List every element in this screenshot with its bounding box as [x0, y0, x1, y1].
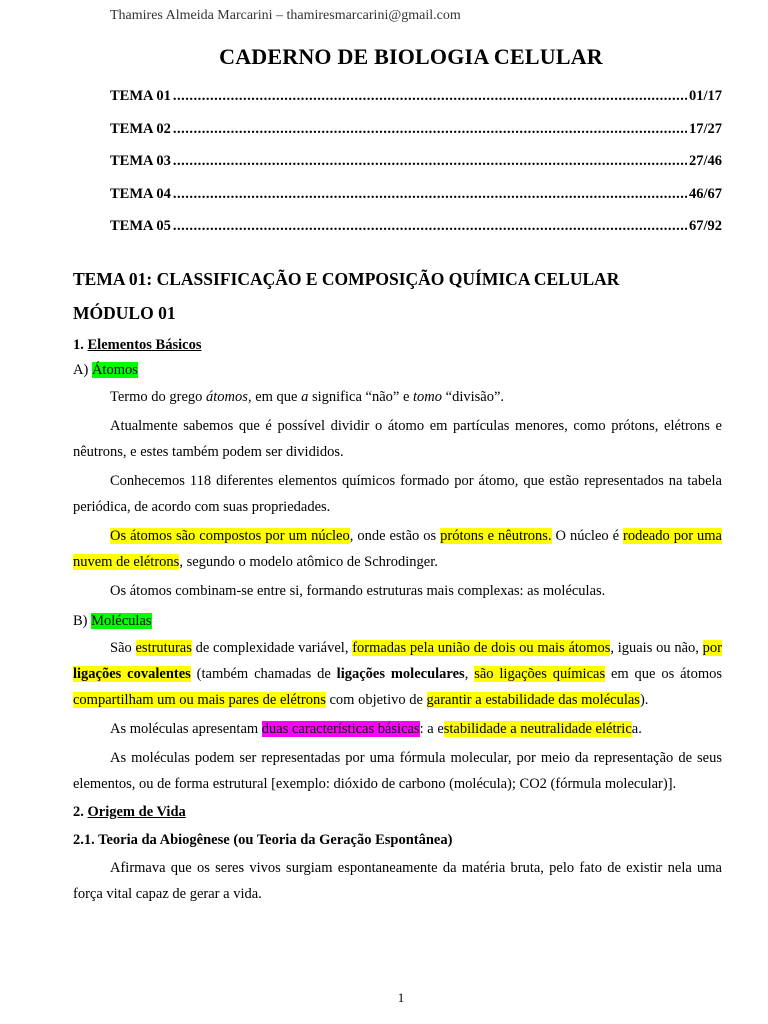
section-title: Origem de Vida — [87, 804, 186, 820]
subheading-title: Átomos — [91, 362, 138, 378]
modulo-heading: MÓDULO 01 — [73, 303, 176, 323]
subheading-prefix: A) — [73, 362, 89, 378]
main-content — [73, 264, 722, 907]
toc-pages: 17/27 — [688, 120, 722, 137]
toc-row — [110, 153, 722, 186]
subheading-title: Moléculas — [91, 613, 152, 629]
tema-heading: TEMA 01: CLASSIFICAÇÃO E COMPOSIÇÃO QUÍMICA CELULAR — [73, 269, 620, 289]
toc-pages: 67/92 — [688, 218, 722, 234]
toc-label: TEMA 04 — [110, 185, 171, 202]
section-heading-abiogenese: 2.1. Teoria da Abiogênese (ou Teoria da Geração Espontânea) — [73, 832, 453, 848]
paragraph: Os átomos combinam-se entre si, formando estruturas mais complexas: as moléculas. — [110, 583, 606, 599]
paragraph: São estruturas de complexidade variável, formadas pela união de dois ou mais átomos, iguais ou não, por ligações covalentes (também chamadas de ligações moleculares, são ligações químicas em que os átomos compartilham um ou mais pares de elétrons com objetivo de garantir a estabilidade das moléculas). — [73, 640, 722, 708]
section-heading-origem — [73, 797, 722, 826]
paragraph: Os átomos são compostos por um núcleo, onde estão os prótons e nêutrons. O núcleo é rodeado por uma nuvem de elétrons, segundo o modelo atômico de Schrodinger. — [73, 528, 722, 570]
paragraph: As moléculas podem ser representadas por uma fórmula molecular, por meio da representação de seus elementos, ou de forma estrutural [exemplo: dióxido de carbono (molécula); CO2 (fórmula molecular)]. — [73, 750, 722, 792]
toc-row — [110, 218, 722, 251]
paragraph: Conhecemos 118 diferentes elementos químicos formado por átomo, que estão representados na tabela periódica, de acordo com suas propriedades. — [73, 473, 722, 515]
section-number: 2. — [73, 804, 84, 820]
subheading-moleculas — [73, 606, 722, 635]
toc-leader — [173, 121, 687, 138]
author-header: Thamires Almeida Marcarini – thamiresmarcarini@gmail.com — [110, 8, 461, 23]
toc-label: TEMA 02 — [110, 120, 171, 137]
toc-label: TEMA 05 — [110, 218, 171, 234]
section-title: Elementos Básicos — [87, 337, 202, 353]
document-title: CADERNO DE BIOLOGIA CELULAR — [219, 44, 603, 69]
toc-row — [110, 121, 722, 154]
toc-leader — [173, 153, 687, 170]
section-number: 1. — [73, 337, 84, 353]
toc-row — [110, 186, 722, 219]
toc-leader — [173, 88, 687, 105]
toc-pages: 27/46 — [688, 153, 722, 169]
paragraph: As moléculas apresentam duas características básicas: a estabilidade a neutralidade elétrica. — [110, 721, 642, 737]
toc-leader — [173, 186, 687, 203]
paragraph: Afirmava que os seres vivos surgiam espontaneamente da matéria bruta, pelo fato de existir nela uma força vital capaz de gerar a vida. — [73, 860, 722, 902]
table-of-contents — [110, 88, 722, 251]
subheading-prefix: B) — [73, 613, 88, 629]
page-number: 1 — [397, 990, 405, 1005]
toc-row — [110, 88, 722, 121]
toc-pages: 01/17 — [688, 88, 722, 104]
toc-label: TEMA 03 — [110, 153, 171, 169]
paragraph: Atualmente sabemos que é possível dividir o átomo em partículas menores, como prótons, elétrons e nêutrons, e estes também podem ser divididos. — [73, 418, 722, 460]
toc-leader — [173, 218, 687, 235]
subheading-atomos — [73, 355, 722, 384]
section-heading-elementos — [73, 328, 722, 355]
toc-label: TEMA 01 — [110, 88, 171, 104]
paragraph: Termo do grego átomos, em que a significa “não” e tomo “divisão”. — [110, 389, 505, 405]
toc-pages: 46/67 — [688, 185, 722, 202]
